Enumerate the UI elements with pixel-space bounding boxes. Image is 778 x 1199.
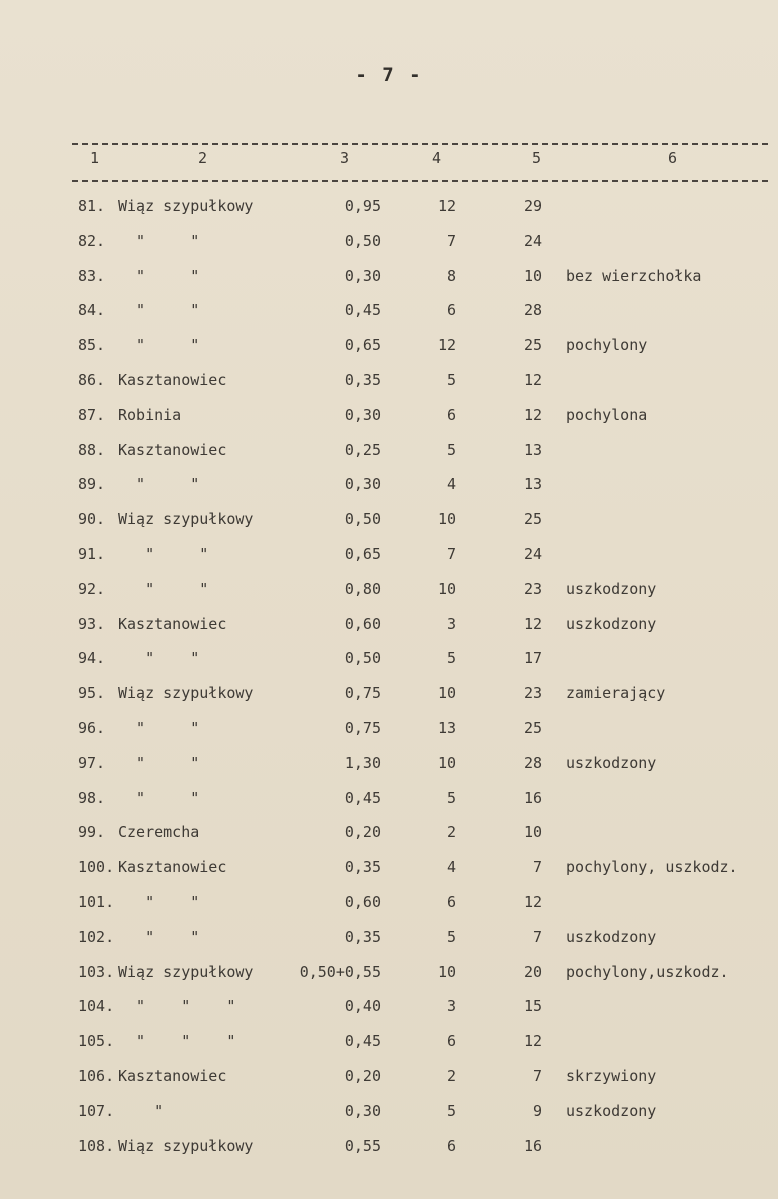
tree-species-cell: " " — [118, 649, 200, 668]
crown-width-cell: 8 — [446, 266, 456, 285]
crown-width-cell: 10 — [437, 753, 456, 772]
tree-species-cell: Wiąz szypułkowy — [118, 510, 254, 529]
row-number-cell: 107. — [78, 1101, 115, 1120]
trunk-diameter-cell: 0,45 — [344, 1032, 381, 1051]
tree-species-cell: " " — [118, 718, 200, 737]
tree-height-cell: 12 — [523, 614, 542, 633]
column-header-2: 2 — [198, 149, 208, 167]
tree-species-cell: Kasztanowiec — [118, 858, 227, 877]
table-row — [0, 365, 778, 400]
tree-species-cell: " — [118, 1101, 164, 1120]
table-row — [0, 1026, 778, 1061]
tree-species-cell: Robinia — [118, 405, 182, 424]
table-row — [0, 991, 778, 1026]
tree-height-cell: 10 — [523, 823, 542, 842]
row-number-cell: 95. — [78, 684, 106, 703]
table-body — [0, 191, 778, 1165]
row-number-cell: 96. — [78, 718, 106, 737]
page-number: - 7 - — [355, 64, 423, 86]
row-number-cell: 105. — [78, 1032, 115, 1051]
crown-width-cell: 4 — [446, 858, 456, 877]
row-number-cell: 83. — [78, 266, 106, 285]
crown-width-cell: 3 — [446, 614, 456, 633]
table-row — [0, 191, 778, 226]
table-header-rule — [72, 180, 768, 182]
crown-width-cell: 10 — [437, 579, 456, 598]
trunk-diameter-cell: 0,30 — [344, 266, 381, 285]
trunk-diameter-cell: 0,65 — [344, 336, 381, 355]
table-row — [0, 330, 778, 365]
column-header-1: 1 — [90, 149, 100, 167]
trunk-diameter-cell: 0,40 — [344, 997, 381, 1016]
row-number-cell: 99. — [78, 823, 106, 842]
row-number-cell: 101. — [78, 892, 115, 911]
trunk-diameter-cell: 0,55 — [344, 1136, 381, 1155]
tree-species-cell: " " — [118, 336, 200, 355]
row-number-cell: 93. — [78, 614, 106, 633]
table-row — [0, 957, 778, 992]
tree-species-cell: Wiąz szypułkowy — [118, 197, 254, 215]
tree-species-cell: " " " — [118, 997, 236, 1016]
trunk-diameter-cell: 0,25 — [344, 440, 381, 459]
table-row — [0, 713, 778, 748]
tree-height-cell: 25 — [523, 510, 542, 529]
trunk-diameter-cell: 0,45 — [344, 301, 381, 320]
tree-height-cell: 29 — [523, 197, 542, 215]
tree-species-cell: " " — [118, 301, 200, 320]
tree-species-cell: Wiąz szypułkowy — [118, 962, 254, 981]
trunk-diameter-cell: 0,75 — [344, 684, 381, 703]
crown-width-cell: 5 — [446, 788, 456, 807]
tree-height-cell: 7 — [532, 1066, 542, 1085]
row-number-cell: 108. — [78, 1136, 115, 1155]
table-row — [0, 643, 778, 678]
crown-width-cell: 7 — [446, 231, 456, 250]
tree-species-cell: Kasztanowiec — [118, 614, 227, 633]
table-top-rule — [72, 143, 768, 145]
table-header-row — [0, 149, 778, 173]
row-number-cell: 97. — [78, 753, 106, 772]
tree-height-cell: 28 — [523, 753, 542, 772]
crown-width-cell: 12 — [437, 197, 456, 215]
tree-height-cell: 23 — [523, 684, 542, 703]
tree-height-cell: 20 — [523, 962, 542, 981]
column-header-4: 4 — [432, 149, 442, 167]
tree-species-cell: Wiąz szypułkowy — [118, 684, 254, 703]
tree-height-cell: 12 — [523, 1032, 542, 1051]
remarks-cell: uszkodzony — [566, 927, 657, 946]
table-row — [0, 852, 778, 887]
row-number-cell: 84. — [78, 301, 106, 320]
tree-species-cell: Kasztanowiec — [118, 440, 227, 459]
column-header-3: 3 — [340, 149, 350, 167]
row-number-cell: 102. — [78, 927, 115, 946]
crown-width-cell: 5 — [446, 370, 456, 389]
column-header-6: 6 — [668, 149, 678, 167]
trunk-diameter-cell: 0,50 — [344, 649, 381, 668]
tree-height-cell: 9 — [532, 1101, 542, 1120]
table-row — [0, 783, 778, 818]
table-row — [0, 1131, 778, 1166]
remarks-cell: pochylona — [566, 405, 648, 424]
crown-width-cell: 10 — [437, 510, 456, 529]
crown-width-cell: 6 — [446, 1136, 456, 1155]
tree-height-cell: 12 — [523, 892, 542, 911]
remarks-cell: pochylony, uszkodz. — [566, 858, 738, 877]
table-row — [0, 574, 778, 609]
row-number-cell: 103. — [78, 962, 115, 981]
tree-height-cell: 25 — [523, 718, 542, 737]
trunk-diameter-cell: 1,30 — [344, 753, 381, 772]
crown-width-cell: 3 — [446, 997, 456, 1016]
remarks-cell: uszkodzony — [566, 1101, 657, 1120]
tree-species-cell: " " — [118, 231, 200, 250]
trunk-diameter-cell: 0,30 — [344, 405, 381, 424]
crown-width-cell: 10 — [437, 684, 456, 703]
tree-height-cell: 15 — [523, 997, 542, 1016]
table-row — [0, 678, 778, 713]
row-number-cell: 104. — [78, 997, 115, 1016]
row-number-cell: 89. — [78, 475, 106, 494]
tree-species-cell: Kasztanowiec — [118, 1066, 227, 1085]
tree-species-cell: " " — [118, 579, 209, 598]
remarks-cell: uszkodzony — [566, 614, 657, 633]
tree-species-cell: " " — [118, 753, 200, 772]
crown-width-cell: 4 — [446, 475, 456, 494]
tree-species-cell: " " — [118, 475, 200, 494]
trunk-diameter-cell: 0,20 — [344, 1066, 381, 1085]
row-number-cell: 94. — [78, 649, 106, 668]
trunk-diameter-cell: 0,60 — [344, 892, 381, 911]
table-row — [0, 1061, 778, 1096]
tree-species-cell: " " — [118, 266, 200, 285]
crown-width-cell: 2 — [446, 823, 456, 842]
trunk-diameter-cell: 0,35 — [344, 370, 381, 389]
crown-width-cell: 6 — [446, 1032, 456, 1051]
crown-width-cell: 6 — [446, 405, 456, 424]
table-row — [0, 400, 778, 435]
table-row — [0, 609, 778, 644]
row-number-cell: 106. — [78, 1066, 115, 1085]
tree-species-cell: Kasztanowiec — [118, 370, 227, 389]
table-row — [0, 1096, 778, 1131]
trunk-diameter-cell: 0,95 — [344, 197, 381, 215]
trunk-diameter-cell: 0,60 — [344, 614, 381, 633]
tree-species-cell: Czeremcha — [118, 823, 200, 842]
table-row — [0, 295, 778, 330]
tree-height-cell: 28 — [523, 301, 542, 320]
tree-height-cell: 25 — [523, 336, 542, 355]
crown-width-cell: 6 — [446, 301, 456, 320]
tree-height-cell: 24 — [523, 544, 542, 563]
trunk-diameter-cell: 0,20 — [344, 823, 381, 842]
table-row — [0, 817, 778, 852]
trunk-diameter-cell: 0,30 — [344, 475, 381, 494]
tree-species-cell: Wiąz szypułkowy — [118, 1136, 254, 1155]
row-number-cell: 92. — [78, 579, 106, 598]
crown-width-cell: 2 — [446, 1066, 456, 1085]
tree-height-cell: 12 — [523, 405, 542, 424]
tree-height-cell: 17 — [523, 649, 542, 668]
row-number-cell: 86. — [78, 370, 106, 389]
trunk-diameter-cell: 0,80 — [344, 579, 381, 598]
row-number-cell: 98. — [78, 788, 106, 807]
crown-width-cell: 6 — [446, 892, 456, 911]
row-number-cell: 91. — [78, 544, 106, 563]
tree-height-cell: 7 — [532, 858, 542, 877]
tree-species-cell: " " — [118, 544, 209, 563]
table-row — [0, 435, 778, 470]
tree-height-cell: 13 — [523, 475, 542, 494]
remarks-cell: pochylony — [566, 336, 648, 355]
crown-width-cell: 5 — [446, 440, 456, 459]
tree-height-cell: 16 — [523, 788, 542, 807]
trunk-diameter-cell: 0,50+0,55 — [299, 962, 381, 981]
trunk-diameter-cell: 0,65 — [344, 544, 381, 563]
tree-height-cell: 16 — [523, 1136, 542, 1155]
remarks-cell: pochylony,uszkodz. — [566, 962, 729, 981]
tree-species-cell: " " — [118, 927, 200, 946]
trunk-diameter-cell: 0,35 — [344, 858, 381, 877]
trunk-diameter-cell: 0,30 — [344, 1101, 381, 1120]
trunk-diameter-cell: 0,50 — [344, 231, 381, 250]
table-row — [0, 748, 778, 783]
crown-width-cell: 5 — [446, 927, 456, 946]
row-number-cell: 88. — [78, 440, 106, 459]
crown-width-cell: 5 — [446, 1101, 456, 1120]
table-row — [0, 261, 778, 296]
tree-height-cell: 23 — [523, 579, 542, 598]
tree-species-cell: " " " — [118, 1032, 236, 1051]
row-number-cell: 81. — [78, 197, 106, 215]
table-row — [0, 504, 778, 539]
trunk-diameter-cell: 0,75 — [344, 718, 381, 737]
tree-height-cell: 10 — [523, 266, 542, 285]
table-row — [0, 539, 778, 574]
remarks-cell: uszkodzony — [566, 753, 657, 772]
table-row — [0, 226, 778, 261]
table-row — [0, 922, 778, 957]
row-number-cell: 100. — [78, 858, 115, 877]
tree-height-cell: 12 — [523, 370, 542, 389]
remarks-cell: zamierający — [566, 684, 666, 703]
row-number-cell: 87. — [78, 405, 106, 424]
remarks-cell: uszkodzony — [566, 579, 657, 598]
tree-species-cell: " " — [118, 892, 200, 911]
trunk-diameter-cell: 0,50 — [344, 510, 381, 529]
row-number-cell: 82. — [78, 231, 106, 250]
remarks-cell: bez wierzchołka — [566, 266, 702, 285]
table-row — [0, 469, 778, 504]
crown-width-cell: 5 — [446, 649, 456, 668]
crown-width-cell: 7 — [446, 544, 456, 563]
trunk-diameter-cell: 0,45 — [344, 788, 381, 807]
row-number-cell: 90. — [78, 510, 106, 529]
remarks-cell: skrzywiony — [566, 1066, 657, 1085]
crown-width-cell: 12 — [437, 336, 456, 355]
tree-species-cell: " " — [118, 788, 200, 807]
tree-height-cell: 7 — [532, 927, 542, 946]
table-row — [0, 887, 778, 922]
column-header-5: 5 — [532, 149, 542, 167]
tree-height-cell: 13 — [523, 440, 542, 459]
trunk-diameter-cell: 0,35 — [344, 927, 381, 946]
crown-width-cell: 10 — [437, 962, 456, 981]
crown-width-cell: 13 — [437, 718, 456, 737]
row-number-cell: 85. — [78, 336, 106, 355]
tree-height-cell: 24 — [523, 231, 542, 250]
